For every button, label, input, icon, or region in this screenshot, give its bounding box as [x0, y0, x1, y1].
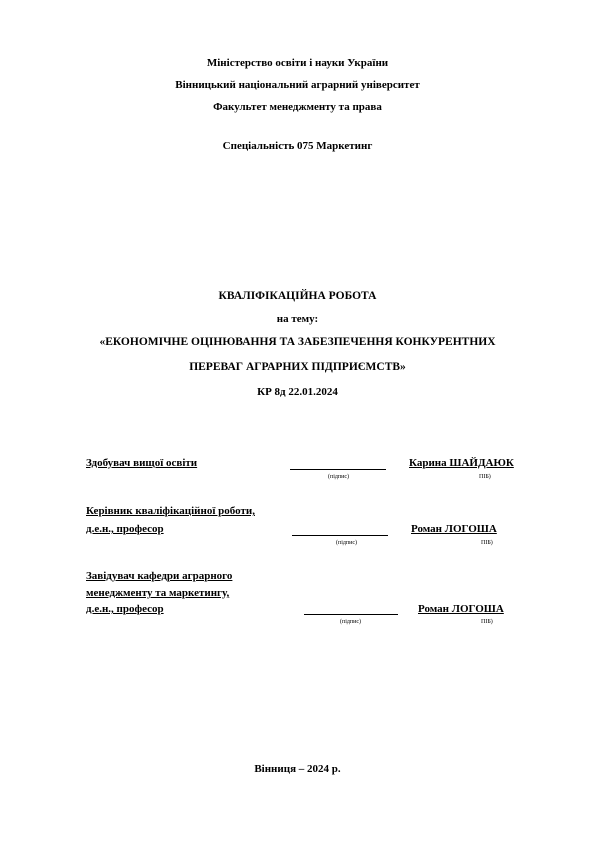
work-type: КВАЛІФІКАЦІЙНА РОБОТА [218, 290, 377, 302]
head-role-line-1: Завідувач кафедри аграрного [86, 570, 233, 582]
work-code: КР 8д 22.01.2024 [257, 386, 338, 398]
topic-line-2: ПЕРЕВАГ АГРАРНИХ ПІДПРИЄМСТВ» [189, 361, 406, 373]
university-line: Вінницький національний аграрний університет [175, 79, 420, 91]
head-signature-hint: (підпис) [340, 619, 362, 625]
specialty-line: Спеціальність 075 Маркетинг [222, 140, 373, 152]
ministry-line: Міністерство освіти і науки України [206, 57, 389, 69]
head-name: Роман ЛОГОША [418, 603, 504, 615]
student-name-hint: ПІБ) [479, 474, 491, 480]
student-signature-line [290, 469, 386, 470]
supervisor-name: Роман ЛОГОША [411, 523, 497, 535]
head-role-line-3: д.е.н., професор [86, 603, 164, 615]
supervisor-name-hint: ПІБ) [481, 540, 493, 546]
topic-line-1: «ЕКОНОМІЧНЕ ОЦІНЮВАННЯ ТА ЗАБЕЗПЕЧЕННЯ КОНКУРЕНТНИХ [99, 336, 496, 348]
head-role-line-2: менеджменту та маркетингу, [86, 587, 230, 599]
on-topic-label: на тему: [276, 313, 319, 325]
supervisor-signature-line [292, 535, 388, 536]
supervisor-role-line-1: Керівник кваліфікаційної роботи, [86, 505, 255, 517]
student-role: Здобувач вищої освіти [86, 457, 198, 469]
city-year: Вінниця – 2024 р. [254, 763, 341, 775]
student-name: Карина ШАЙДАЮК [409, 457, 514, 469]
head-name-hint: ПІБ) [481, 619, 493, 625]
supervisor-role-line-2: д.е.н., професор [86, 523, 164, 535]
student-signature-hint: (підпис) [328, 474, 350, 480]
head-signature-line [304, 614, 398, 615]
faculty-line: Факультет менеджменту та права [213, 101, 382, 113]
supervisor-signature-hint: (підпис) [336, 540, 358, 546]
